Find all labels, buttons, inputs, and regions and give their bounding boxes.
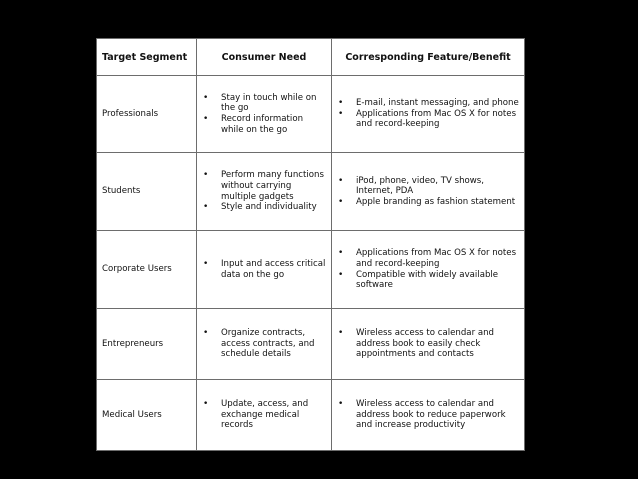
list-item: • Update, access, and exchange medical records [203,399,327,431]
segment-cell: Corporate Users [97,231,197,309]
segment-cell: Entrepreneurs [97,309,197,380]
list-item: • Wireless access to calendar and address book to reduce paperwork and increase productivity [338,399,520,431]
slide-table-sheet [96,38,524,451]
list-item: • iPod, phone, video, TV shows, Internet, PDA [338,176,520,197]
list-item: • E-mail, instant messaging, and phone [338,98,520,109]
feature-cell [332,380,525,451]
list-item: • Perform many functions without carrying multiple gadgets [203,170,327,202]
feature-list [332,98,524,130]
list-item: • Style and individuality [203,202,327,213]
feature-cell [332,76,525,153]
list-item: • Compatible with widely available software [338,270,520,291]
list-item: • Stay in touch while on the go [203,93,327,114]
need-cell [197,309,332,380]
need-list [197,170,331,212]
feature-list [332,176,524,208]
list-item: • Applications from Mac OS X for notes and record-keeping [338,248,520,269]
table-header-row [97,39,525,76]
need-cell [197,380,332,451]
need-list [197,399,331,431]
segment-cell: Professionals [97,76,197,153]
feature-list [332,399,524,431]
segment-cell: Students [97,153,197,231]
feature-cell [332,231,525,309]
table-row [97,309,525,380]
need-list [197,328,331,360]
need-list [197,259,331,280]
table-row [97,231,525,309]
feature-list [332,328,524,360]
list-item: • Apple branding as fashion statement [338,197,520,208]
list-item: • Applications from Mac OS X for notes and record-keeping [338,109,520,130]
feature-cell [332,309,525,380]
list-item: • Organize contracts, access contracts, and schedule details [203,328,327,360]
need-cell [197,76,332,153]
list-item: • Input and access critical data on the go [203,259,327,280]
table-row [97,153,525,231]
table-row [97,76,525,153]
segment-table [96,38,525,451]
feature-cell [332,153,525,231]
header-target-segment: Target Segment [97,39,197,76]
table-row [97,380,525,451]
list-item: • Wireless access to calendar and address book to easily check appointments and contacts [338,328,520,360]
need-cell [197,153,332,231]
list-item: • Record information while on the go [203,114,327,135]
header-consumer-need: Consumer Need [197,39,332,76]
segment-cell: Medical Users [97,380,197,451]
header-feature-benefit: Corresponding Feature/Benefit [332,39,525,76]
need-cell [197,231,332,309]
feature-list [332,248,524,290]
need-list [197,93,331,135]
